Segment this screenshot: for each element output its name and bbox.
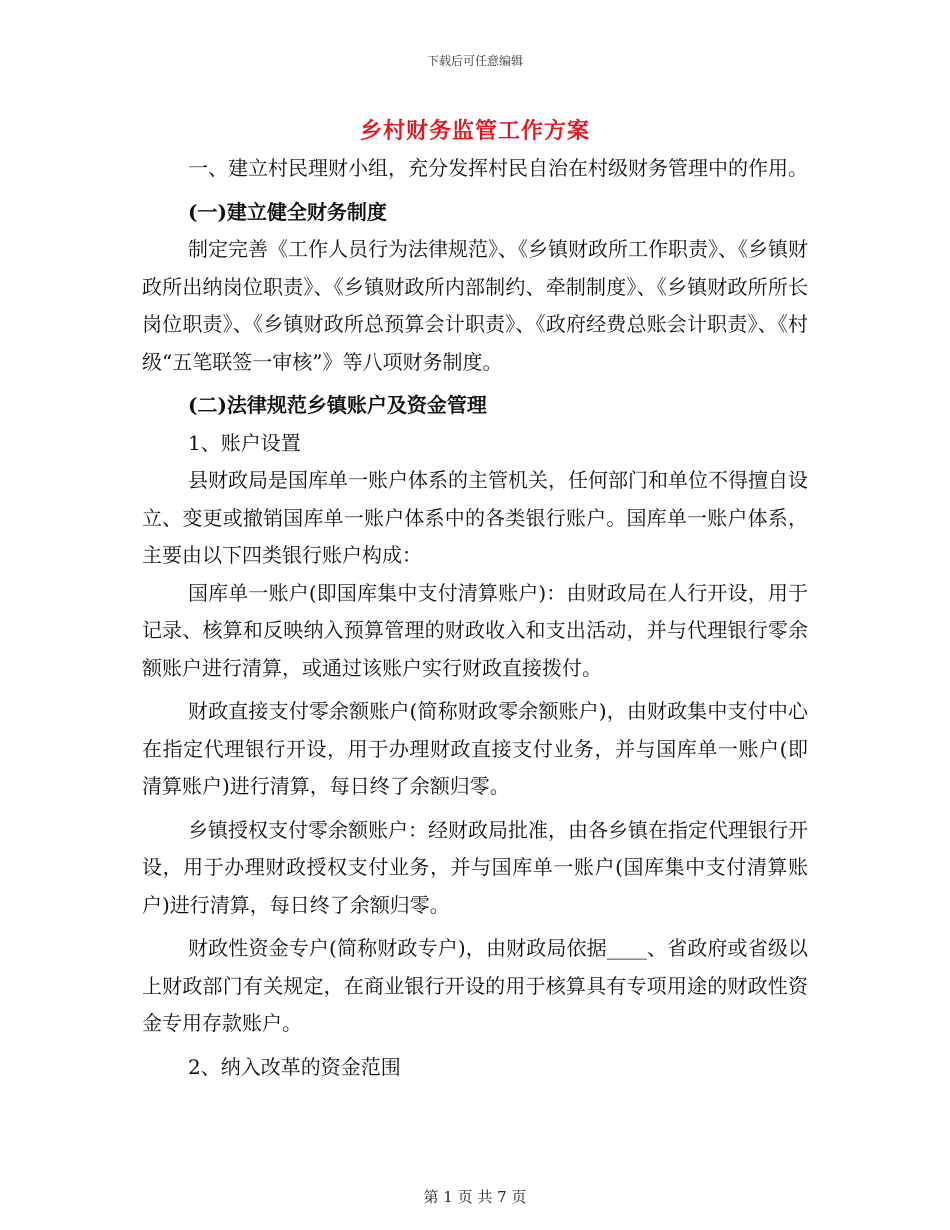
paragraph: 制定完善《工作人员行为法律规范》、《乡镇财政所工作职责》、《乡镇财政所出纳岗位职责》、《乡镇财政所内部制约、牵制制度》、《乡镇财政所所长岗位职责》、《乡镇财政所总预算会计职责》、《政府经费总账会计职责》、《村级“五笔联签一审核”》等八项财务制度。 [142,237,808,374]
page-header-note: 下载后可任意编辑 [426,54,523,68]
page-number: 第 1 页 共 7 页 [423,1188,527,1206]
paragraph: 财政直接支付零余额账户(简称财政零余额账户)，由财政集中支付中心在指定代理银行开设，用于办理财政直接支付业务，并与国库单一账户(即清算账户)进行清算，每日终了余额归零。 [142,699,808,798]
item-heading: 2、纳入改革的资金范围 [188,1054,401,1079]
paragraph: 国库单一账户(即国库集中支付清算账户)：由财政局在人行开设，用于记录、核算和反映纳入预算管理的财政收入和支出活动，并与代理银行零余额账户进行清算，或通过该账户实行财政直接拨付。 [142,580,808,680]
paragraph: 乡镇授权支付零余额账户：经财政局批准，由各乡镇在指定代理银行开设，用于办理财政授权支付业务，并与国库单一账户(国库集中支付清算账户)进行清算，每日终了余额归零。 [142,817,808,917]
paragraph: 财政性资金专户(简称财政专户)，由财政局依据____、省政府或省级以上财政部门有关规定，在商业银行开设的用于核算具有专项用途的财政性资金专用存款账户。 [142,936,808,1035]
item-heading: 1、账户设置 [188,430,301,455]
document-body [142,150,808,1086]
subsection-heading: (一)建立健全财务制度 [188,199,387,224]
section-heading: 一、建立村民理财小组，充分发挥村民自治在村级财务管理中的作用。 [188,156,808,180]
paragraph: 县财政局是国库单一账户体系的主管机关，任何部门和单位不得擅自设立、变更或撤销国库单一账户体系中的各类银行账户。国库单一账户体系，主要由以下四类银行账户构成： [142,468,808,567]
subsection-heading: (二)法律规范乡镇账户及资金管理 [188,393,487,417]
document-title: 乡村财务监管工作方案 [359,118,590,144]
